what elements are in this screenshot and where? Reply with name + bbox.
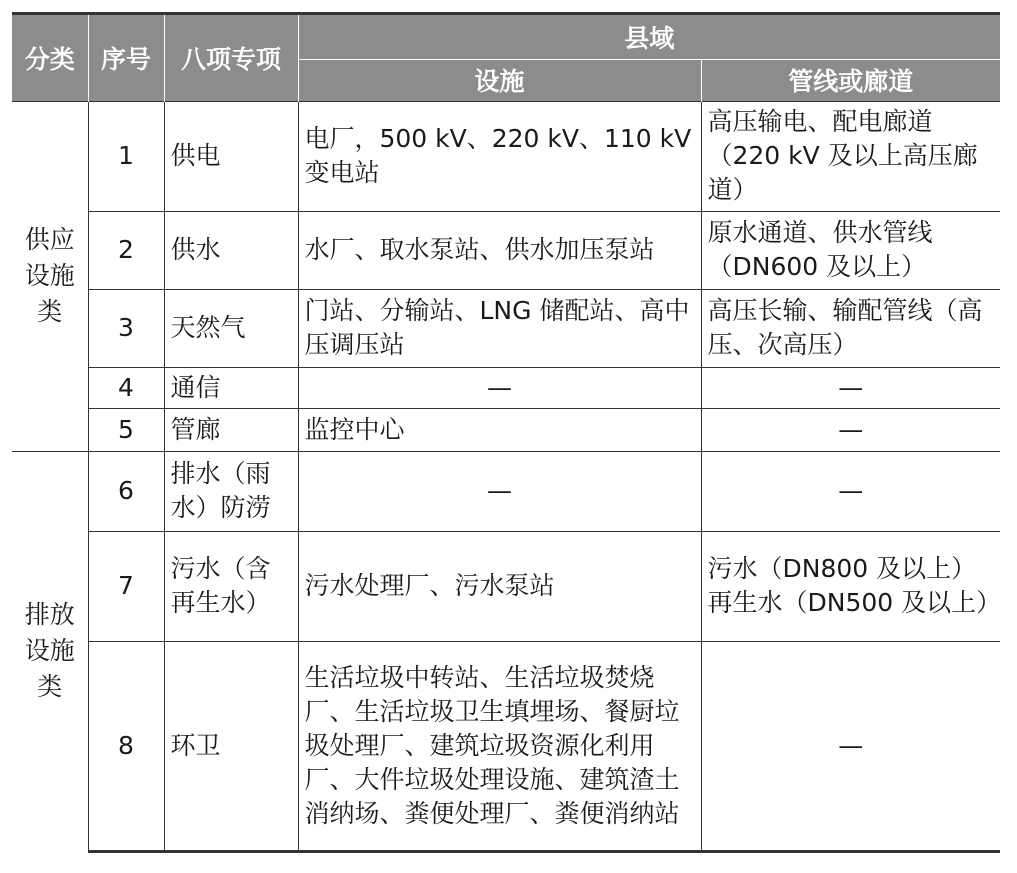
row-pipeline: 原水通道、供水管线（DN600 及以上） bbox=[701, 211, 1000, 289]
row-item: 通信 bbox=[164, 367, 298, 408]
table-row bbox=[12, 451, 1000, 531]
row-facility: 生活垃圾中转站、生活垃圾焚烧厂、生活垃圾卫生填埋场、餐厨垃圾处理厂、建筑垃圾资源化利用厂、大件垃圾处理设施、建筑渣土消纳场、粪便处理厂、粪便消纳站 bbox=[298, 641, 701, 851]
row-number: 8 bbox=[88, 641, 164, 851]
row-pipeline: 污水（DN800 及以上）再生水（DN500 及以上） bbox=[701, 531, 1000, 641]
table-row bbox=[12, 408, 1000, 451]
row-item: 管廊 bbox=[164, 408, 298, 451]
row-number: 5 bbox=[88, 408, 164, 451]
row-item: 供电 bbox=[164, 101, 298, 211]
row-pipeline: — bbox=[701, 367, 1000, 408]
row-pipeline: 高压输电、配电廊道（220 kV 及以上高压廊道） bbox=[701, 101, 1000, 211]
row-pipeline: 高压长输、输配管线（高压、次高压） bbox=[701, 289, 1000, 367]
group-label-supply: 供应设施类 bbox=[12, 101, 88, 451]
row-item: 供水 bbox=[164, 211, 298, 289]
row-facility: — bbox=[298, 451, 701, 531]
row-facility: 电厂，500 kV、220 kV、110 kV变电站 bbox=[298, 101, 701, 211]
group-label-discharge: 排放设施类 bbox=[12, 451, 88, 851]
header-county: 县域 bbox=[298, 15, 1000, 59]
header-facility: 设施 bbox=[298, 59, 701, 101]
infrastructure-table bbox=[12, 15, 1000, 853]
row-facility: — bbox=[298, 367, 701, 408]
table-row bbox=[12, 531, 1000, 641]
header-number: 序号 bbox=[88, 15, 164, 101]
row-number: 7 bbox=[88, 531, 164, 641]
row-pipeline: — bbox=[701, 408, 1000, 451]
row-item: 污水（含再生水） bbox=[164, 531, 298, 641]
row-item: 环卫 bbox=[164, 641, 298, 851]
row-item: 天然气 bbox=[164, 289, 298, 367]
row-number: 6 bbox=[88, 451, 164, 531]
table-row bbox=[12, 289, 1000, 367]
table-row bbox=[12, 211, 1000, 289]
row-facility: 水厂、取水泵站、供水加压泵站 bbox=[298, 211, 701, 289]
row-number: 1 bbox=[88, 101, 164, 211]
header-item: 八项专项 bbox=[164, 15, 298, 101]
row-pipeline: — bbox=[701, 641, 1000, 851]
header-category: 分类 bbox=[12, 15, 88, 101]
table-row bbox=[12, 101, 1000, 211]
row-facility: 污水处理厂、污水泵站 bbox=[298, 531, 701, 641]
table-row bbox=[12, 367, 1000, 408]
header-pipeline: 管线或廊道 bbox=[701, 59, 1000, 101]
infrastructure-table-container bbox=[12, 12, 1000, 853]
table-row bbox=[12, 641, 1000, 851]
row-pipeline: — bbox=[701, 451, 1000, 531]
row-facility: 门站、分输站、LNG 储配站、高中压调压站 bbox=[298, 289, 701, 367]
row-number: 4 bbox=[88, 367, 164, 408]
row-number: 3 bbox=[88, 289, 164, 367]
row-facility: 监控中心 bbox=[298, 408, 701, 451]
row-item: 排水（雨水）防涝 bbox=[164, 451, 298, 531]
row-number: 2 bbox=[88, 211, 164, 289]
